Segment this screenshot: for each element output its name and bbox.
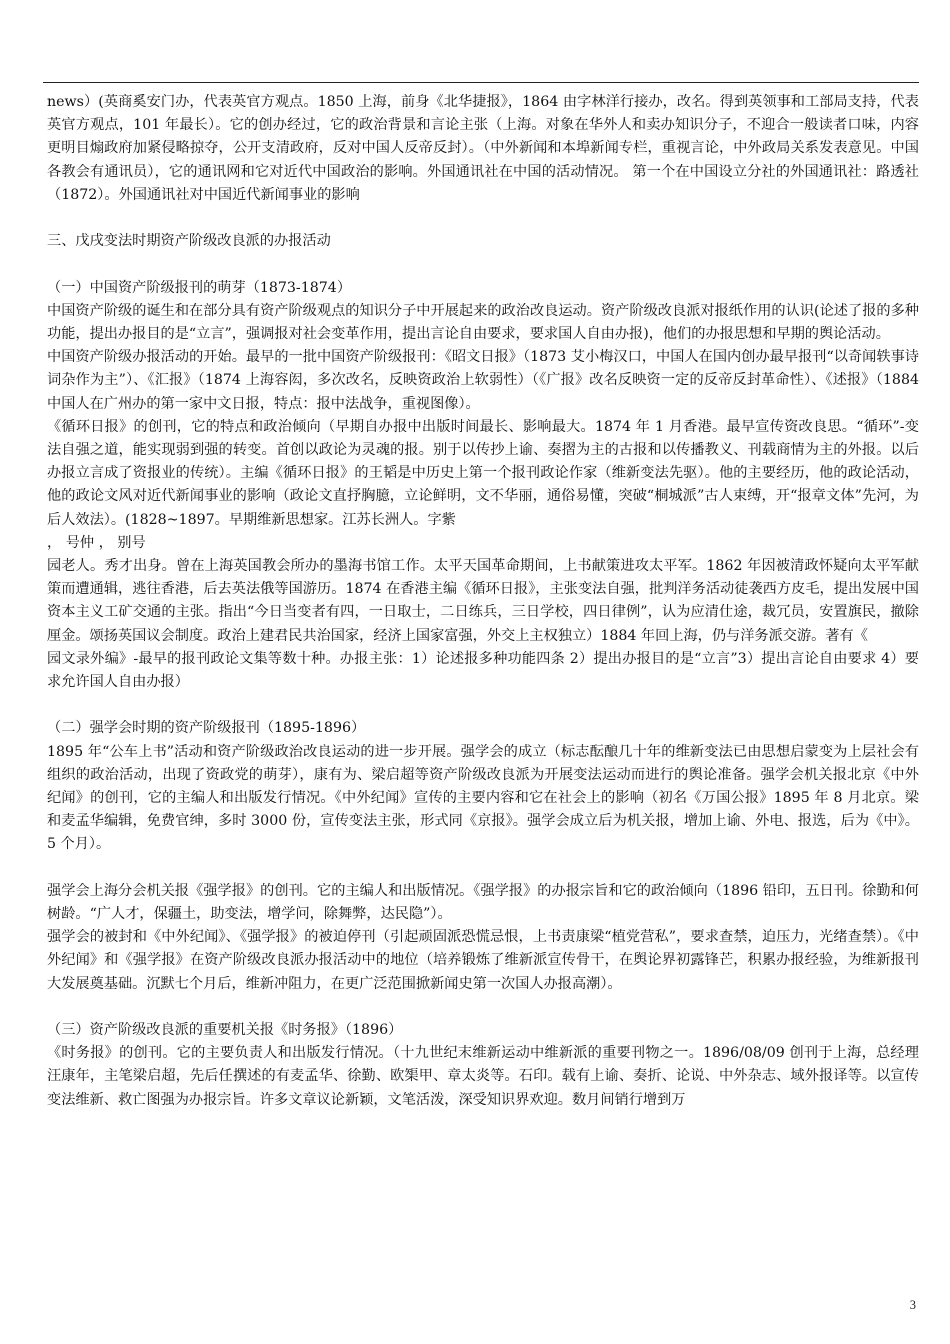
paragraph-qiangxuebao: 强学会上海分会机关报《强学报》的创刊。它的主编人和出版情况。《强学报》的办报宗旨和它的政治倾向（1896 铅印，五日刊。徐勤和何树龄。“广人才，保疆土，助变法，增学问，除舞弊，达民隐”）。: [47, 882, 919, 923]
blank-line: [47, 253, 919, 276]
subsection-heading-2: （二）强学会时期的资产阶级报刊（1895-1896）: [47, 720, 366, 737]
blank-line: [47, 996, 919, 1019]
section-heading-reform-press: 三、戊戌变法时期资产阶级改良派的办报活动: [47, 233, 331, 250]
paragraph-shiwubao: 《时务报》的创刊。它的主要负责人和出版发行情况。（十九世纪末维新运动中维新派的重要刊物之一。1896/08/09 创刊于上海，总经理汪康年，主笔梁启超，先后任撰述的有麦孟华、徐勤、欧榘甲、章太炎等。石印。载有上谕、奏折、论说、中外杂志、域外报译等。以宣传变法维新、救亡图强为办报宗旨。许多文章议论新颖，文笔活泼，深受知识界欢迎。数月间销行增到万: [47, 1045, 919, 1108]
blank-line: [47, 207, 919, 230]
header-rule: [43, 82, 919, 83]
paragraph-wang-tao-biography: 园老人。秀才出身。曾在上海英国教会所办的墨海书馆工作。太平天国革命期间，上书献策进攻太平军。1862 年因被清政怀疑向太平军献策而遭通辑，逃往香港，后去英法俄等国游历。1874 在香港主编《循环日报》，主张变法自强，批判洋务活动徒袭西方皮毛，提出发展中国资本主义工矿交通的主张。指出“今日当变者有四，一日取士，二日练兵，三日学校，四日律例”，认为应清仕途，裁冗员，安置旗民，撤除厘金。颂扬英国议会制度。政治上建君民共治国家，经济上国家富强，外交上主权独立）1884 年回上海，仍与洋务派交游。著有《: [47, 558, 919, 644]
paragraph-early-newspapers: 中国资产阶级办报活动的开始。最早的一批中国资产阶级报刊：《昭文日报》（1873 艾小梅汉口，中国人在国内创办最早报刊“以奇闻轶事诗词杂作为主”）、《汇报》（1874 上海容闳，多次改名，反映资政治上软弱性）（《广报》改名反映资一定的反帝反封革命性）、《述报》（1884 中国人在广州办的第一家中文日报，特点：报中法战争，重视图像）。: [47, 349, 919, 412]
paragraph-reform-movement: 中国资产阶级的诞生和在部分具有资产阶级观点的知识分子中开展起来的政治改良运动。资产阶级改良派对报纸作用的认识(论述了报的多种功能，提出办报目的是“立言”，强调报对社会变革作用，提出言论自由要求，要求国人自由办报)，他们的办报思想和早期的舆论活动。: [47, 302, 919, 342]
page-number: 3: [909, 1298, 916, 1312]
subsection-heading-3: （三）资产阶级改良派的重要机关报《时务报》（1896）: [47, 1022, 403, 1039]
blank-line: [47, 857, 919, 880]
paragraph-xunhuan-ribao: 《循环日报》的创刊，它的特点和政治倾向（早期自办报中出版时间最长、影响最大。1874 年 1 月香港。最早宣传资改良思。“循环”-变法自强之道，能实现弱到强的转变。首创以政论为灵魂的报。别于以传抄上谕、奏摺为主的古报和以传播教义、刊载商情为主的外报。以后办报立言成了资报业的传统）。主编《循环日报》的王韬是中历史上第一个报刊政论作家（维新变法先驱）。他的主要经历，他的政论活动，他的政论文风对近代新闻事业的影响（政论文直抒胸臆，立论鲜明，文不华丽，通俗易懂，突破“桐城派”古人束缚，开“报章文体”先河，为后人效法）。(1828~1897。早期维新思想家。江苏长洲人。字紫: [47, 418, 919, 528]
document-body: [47, 91, 919, 1112]
paragraph-suppression: 强学会的被封和《中外纪闻》、《强学报》的被迫停刊（引起顽固派恐慌忌恨，上书责康梁“植党营私”，要求查禁，迫压力，光绪查禁）。《中外纪闻》和《强学报》在资产阶级改良派办报活动中的地位（培养锻炼了维新派宣传骨干，在舆论界初露锋芒，积累办报经验，为维新报刊大发展奠基础。沉默七个月后，维新冲阻力，在更广泛范围掀新闻史第一次国人办报高潮）。: [47, 929, 919, 992]
paragraph-foreign-press: news）(英商奚安门办，代表英官方观点。1850 上海，前身《北华捷报》，1864 由字林洋行接办，改名。得到英领事和工部局支持，代表英官方观点，101 年最长）。它的创办经过，它的政治背景和言论主张（上海。对象在华外人和卖办知识分子，不迎合一般读者口味，内容更明目煽政府加紧侵略掠夺，公开支清政府，反对中国人反帝反封）。（中外新闻和本埠新闻专栏，重视言论，中外政局关系发表意见。中国各教会有通讯员），它的通讯网和它对近代中国政治的影响。外国通讯社在中国的活动情况。 第一个在中国设立分社的外国通讯社：路透社（1872）。外国通讯社对中国近代新闻事业的影响: [47, 94, 919, 203]
subsection-heading-1: （一）中国资产阶级报刊的萌芽（1873-1874）: [47, 279, 352, 296]
paragraph-wang-tao-works: 园文录外编》-最早的报刊政论文集等数十种。办报主张：1）论述报多种功能四条 2）提出办报目的是“立言”3）提出言论自由要求 4）要求允许国人自由办报）: [47, 650, 919, 691]
paragraph-qiangxuehui: 1895 年“公车上书”活动和资产阶级政治改良运动的进一步开展。强学会的成立（标志酝酿几十年的维新变法已由思想启蒙变为上层社会有组织的政治活动，出现了资政党的萌芽），康有为、梁启超等资产阶级改良派为开展变法运动而进行的舆论准备。强学会机关报北京《中外纪闻》的创刊，它的主编人和出版发行情况。《中外纪闻》宣传的主要内容和它在社会上的影响（初名《万国公报》1895 年 8 月北京。梁和麦孟华编辑，免费官绅，多时 3000 份，宣传变法主张，形式同《京报》。强学会成立后为机关报，增加上谕、外电、报选，后为《中》。5 个月）。: [47, 743, 919, 853]
paragraph-wang-tao-names: ， 号仲 ， 别号: [47, 534, 146, 551]
blank-line: [47, 694, 919, 717]
